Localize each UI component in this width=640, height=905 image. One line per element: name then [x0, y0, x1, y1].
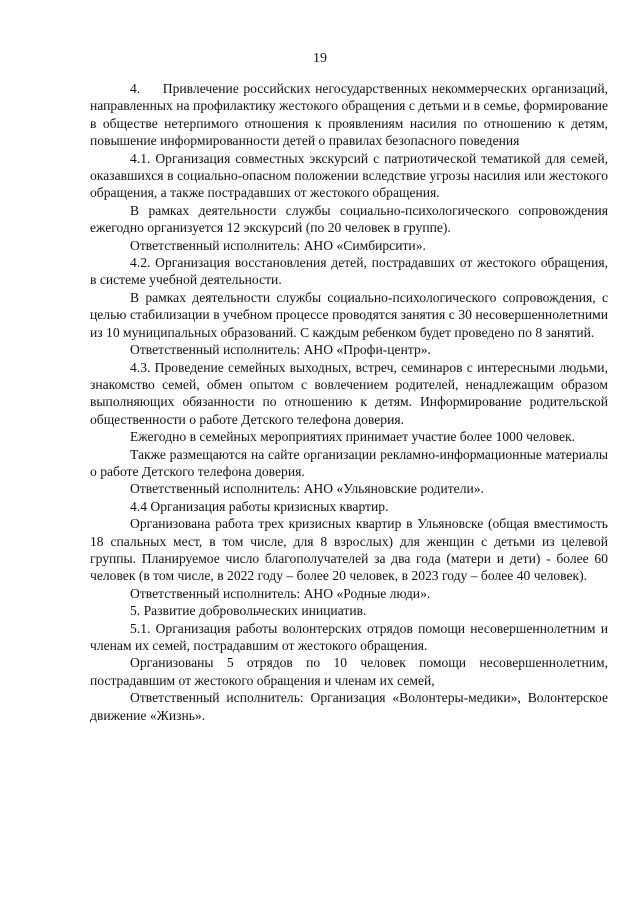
item-4-1-responsible: Ответственный исполнитель: АНО «Симбирсити». [130, 237, 426, 253]
item-4-3-materials: Также размещаются на сайте организации рекламно-информационные материалы о работе Детского телефона доверия. [90, 446, 608, 479]
item-4-3-participation: Ежегодно в семейных мероприятиях принимает участие более 1000 человек. [130, 429, 575, 445]
item-4-2-responsible: Ответственный исполнитель: АНО «Профи-центр». [130, 342, 431, 358]
page-number: 19 [313, 51, 327, 66]
item-4-3: 4.3. Проведение семейных выходных, встреч, семинаров с интересными людьми, знакомство семей, обмен опытом с вовлечением родителей, ненадлежащим образом выполняющих обязанности по отношению к детям. Информирование родительской общественности о работе Детского телефона доверия. [90, 359, 608, 427]
section-4-heading: 4. Привлечение российских негосударственных некоммерческих организаций, направленных на профилактику жестокого обращения с детьми и в семье, формирование в обществе нетерпимого отношения к проявлениям насилия по отношению к детям, повышение информированности детей о правилах безопасного поведения [90, 81, 608, 149]
item-5-1-responsible: Ответственный исполнитель: Организация «Волонтеры-медики», Волонтерское движение «Жизнь». [90, 690, 608, 723]
item-4-1: 4.1. Организация совместных экскурсий с патриотической тематикой для семей, оказавшихся в социально-опасном положении вследствие угрозы насилия или жестокого обращения, а также пострадавших от жестокого обращения. [90, 150, 608, 201]
item-4-4-responsible: Ответственный исполнитель: АНО «Родные люди». [130, 585, 431, 601]
item-4-3-responsible: Ответственный исполнитель: АНО «Ульяновские родители». [130, 481, 484, 497]
item-5-1-description: Организованы 5 отрядов по 10 человек помощи несовершеннолетним, пострадавшим от жестокого обращения и членам их семей, [90, 655, 608, 688]
item-4-2-description: В рамках деятельности службы социально-психологического сопровождения, с целью стабилизации в учебном процессе проводятся занятия с 30 несовершеннолетними из 10 муниципальных образований. С каждым ребенком будет проведено по 8 занятий. [90, 289, 608, 340]
item-4-1-description: В рамках деятельности службы социально-психологического сопровождения ежегодно организуется 12 экскурсий (по 20 человек в группе). [90, 202, 608, 236]
section-5-heading: 5. Развитие добровольческих инициатив. [130, 603, 367, 619]
document-body [90, 80, 608, 724]
item-4-2: 4.2. Организация восстановления детей, пострадавших от жестокого обращения, в системе учебной деятельности. [90, 255, 608, 288]
item-5-1: 5.1. Организация работы волонтерских отрядов помощи несовершеннолетним и членам их семей, пострадавшим от жестокого обращения. [90, 620, 608, 653]
item-4-4: 4.4 Организация работы кризисных квартир. [130, 498, 389, 514]
item-4-4-description: Организована работа трех кризисных квартир в Ульяновске (общая вместимость 18 спальных мест, в том числе, для 8 взрослых) для женщин с детьми из целевой группы. Планируемое число благополучателей за два года (матери и дети) - более 60 человек (в том числе, в 2022 году – более 20 человек, в 2023 году – более 40 человек). [90, 516, 608, 584]
